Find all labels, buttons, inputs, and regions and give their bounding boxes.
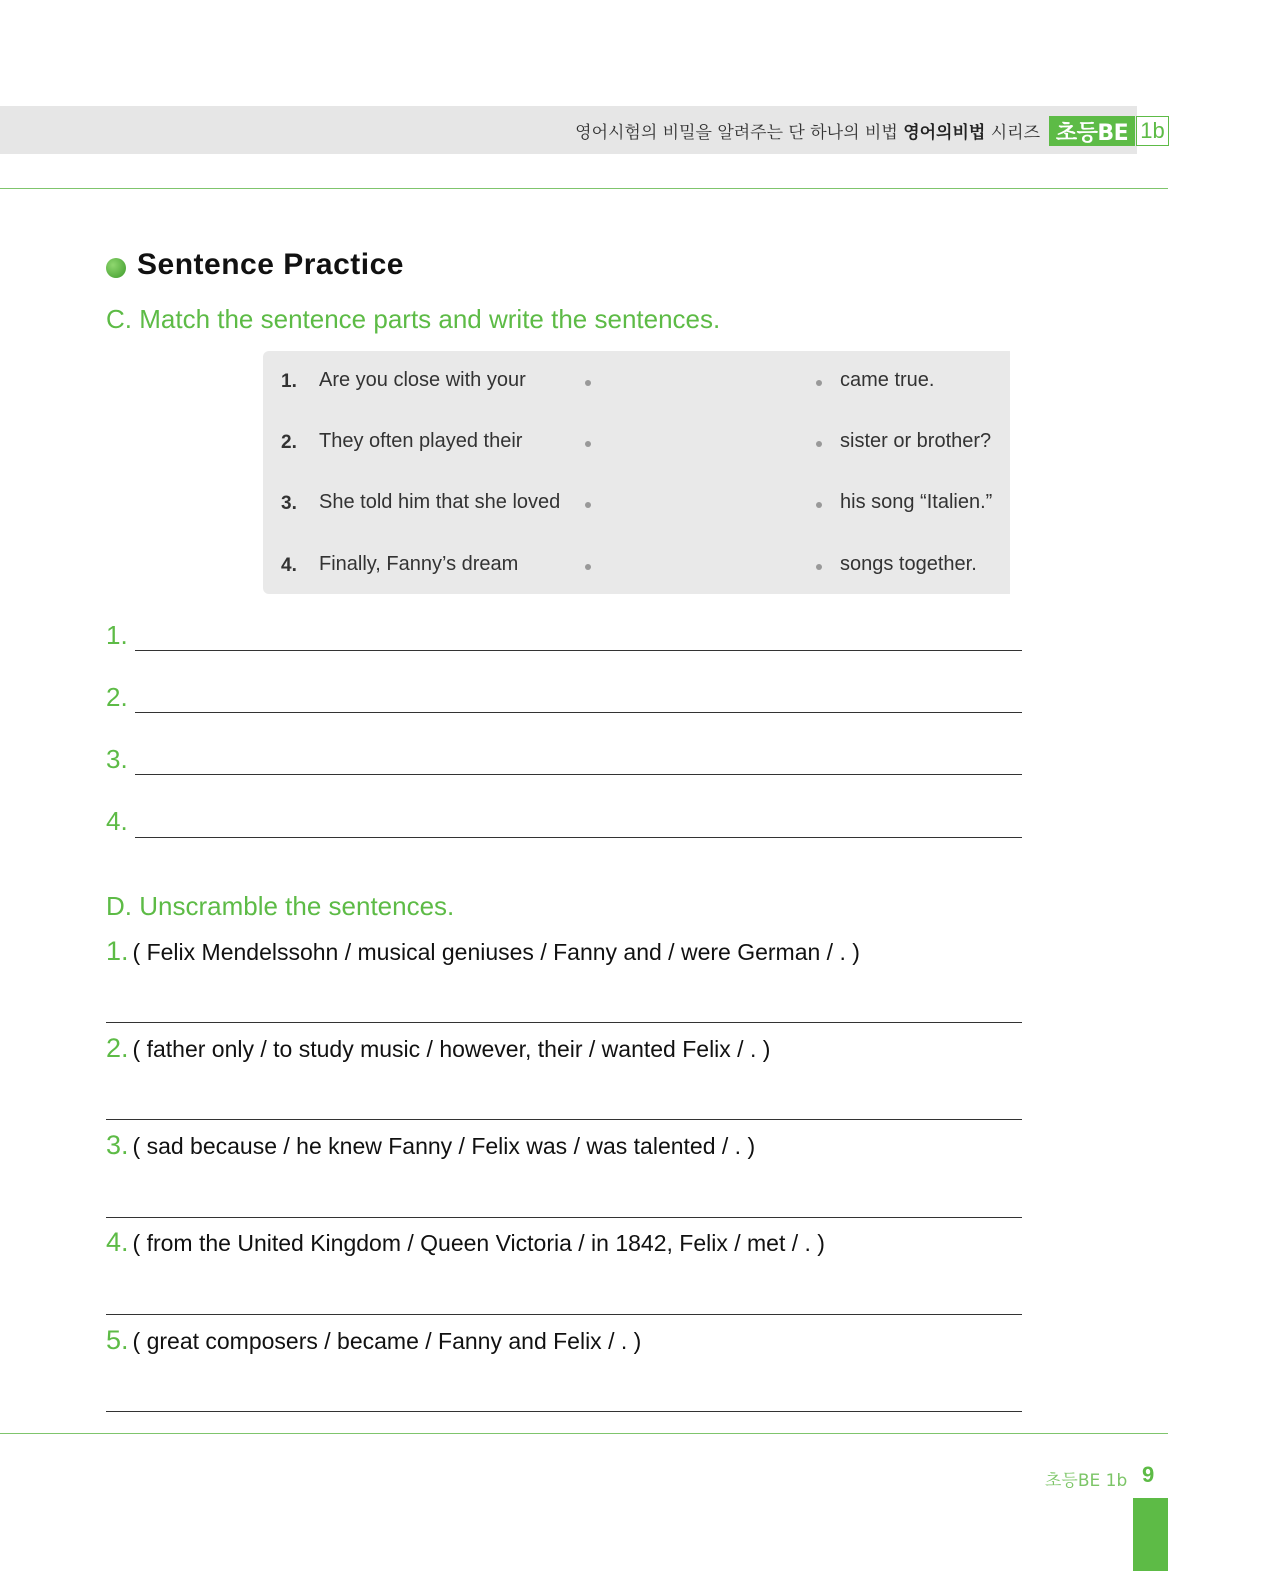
match-dot-right[interactable] bbox=[816, 380, 822, 386]
match-number: 1. bbox=[281, 371, 297, 392]
match-dot-left[interactable] bbox=[585, 441, 591, 447]
match-dot-left[interactable] bbox=[585, 380, 591, 386]
answer-number: 1. bbox=[106, 620, 128, 650]
part-c-instruction: C. Match the sentence parts and write the sentences. bbox=[106, 304, 721, 334]
match-row bbox=[263, 551, 1010, 581]
match-number: 2. bbox=[281, 432, 297, 453]
page-number: 9 bbox=[1142, 1462, 1155, 1487]
page-edge-tab bbox=[1133, 1498, 1168, 1571]
answer-number: 2. bbox=[106, 682, 128, 712]
match-right-phrase: his song “Italien.” bbox=[840, 491, 993, 513]
answer-line[interactable] bbox=[135, 837, 1022, 838]
series-suffix: 시리즈 bbox=[990, 123, 1040, 143]
unscramble-item bbox=[106, 1325, 641, 1356]
scrambled-phrases: ( great composers / became / Fanny and Felix / . ) bbox=[132, 1328, 642, 1354]
answer-line[interactable] bbox=[106, 1314, 1022, 1315]
match-row bbox=[263, 367, 1010, 397]
unscramble-item bbox=[106, 1227, 825, 1258]
answer-number: 4. bbox=[106, 806, 128, 836]
series-prefix: 영어시험의 비밀을 알려주는 단 하나의 비법 bbox=[575, 123, 898, 143]
answer-line[interactable] bbox=[135, 650, 1022, 651]
match-number: 4. bbox=[281, 555, 297, 576]
match-right-phrase: songs together. bbox=[840, 553, 977, 575]
top-divider bbox=[0, 188, 1168, 189]
scrambled-phrases: ( father only / to study music / however, their / wanted Felix / . ) bbox=[132, 1036, 771, 1062]
section-title: Sentence Practice bbox=[137, 248, 404, 281]
level-badge: 1b bbox=[1136, 116, 1169, 146]
match-dot-left[interactable] bbox=[585, 564, 591, 570]
match-left-phrase: She told him that she loved bbox=[319, 491, 561, 513]
matching-box bbox=[263, 351, 1010, 594]
match-dot-right[interactable] bbox=[816, 441, 822, 447]
answer-line[interactable] bbox=[106, 1022, 1022, 1023]
match-dot-left[interactable] bbox=[585, 502, 591, 508]
green-bullet-icon bbox=[106, 258, 126, 278]
match-right-phrase: came true. bbox=[840, 369, 935, 391]
answer-line[interactable] bbox=[106, 1119, 1022, 1120]
scrambled-phrases: ( from the United Kingdom / Queen Victoria / in 1842, Felix / met / . ) bbox=[132, 1230, 825, 1256]
match-left-phrase: They often played their bbox=[319, 430, 523, 452]
item-number: 4. bbox=[106, 1227, 129, 1257]
scrambled-phrases: ( sad because / he knew Fanny / Felix was / was talented / . ) bbox=[132, 1133, 756, 1159]
match-number: 3. bbox=[281, 493, 297, 514]
answer-line[interactable] bbox=[135, 712, 1022, 713]
bottom-divider bbox=[0, 1433, 1168, 1434]
unscramble-item bbox=[106, 1130, 755, 1161]
series-tagline bbox=[575, 118, 1040, 143]
item-number: 3. bbox=[106, 1130, 129, 1160]
unscramble-item bbox=[106, 936, 860, 967]
match-left-phrase: Are you close with your bbox=[319, 369, 526, 391]
item-number: 1. bbox=[106, 936, 129, 966]
answer-line[interactable] bbox=[106, 1411, 1022, 1412]
match-row bbox=[263, 489, 1010, 519]
item-number: 5. bbox=[106, 1325, 129, 1355]
match-row bbox=[263, 428, 1010, 458]
scrambled-phrases: ( Felix Mendelssohn / musical geniuses / Fanny and / were German / . ) bbox=[132, 939, 860, 965]
answer-line[interactable] bbox=[135, 774, 1022, 775]
answer-line[interactable] bbox=[106, 1217, 1022, 1218]
unscramble-item bbox=[106, 1033, 770, 1064]
part-d-instruction: D. Unscramble the sentences. bbox=[106, 891, 455, 921]
answer-number: 3. bbox=[106, 744, 128, 774]
match-left-phrase: Finally, Fanny’s dream bbox=[319, 553, 519, 575]
match-dot-right[interactable] bbox=[816, 502, 822, 508]
item-number: 2. bbox=[106, 1033, 129, 1063]
series-name: 영어의비법 bbox=[903, 123, 986, 143]
match-dot-right[interactable] bbox=[816, 564, 822, 570]
match-right-phrase: sister or brother? bbox=[840, 430, 992, 452]
series-badge: 초등BE bbox=[1049, 116, 1135, 146]
footer-series-label: 초등BE 1b bbox=[1045, 1471, 1128, 1491]
